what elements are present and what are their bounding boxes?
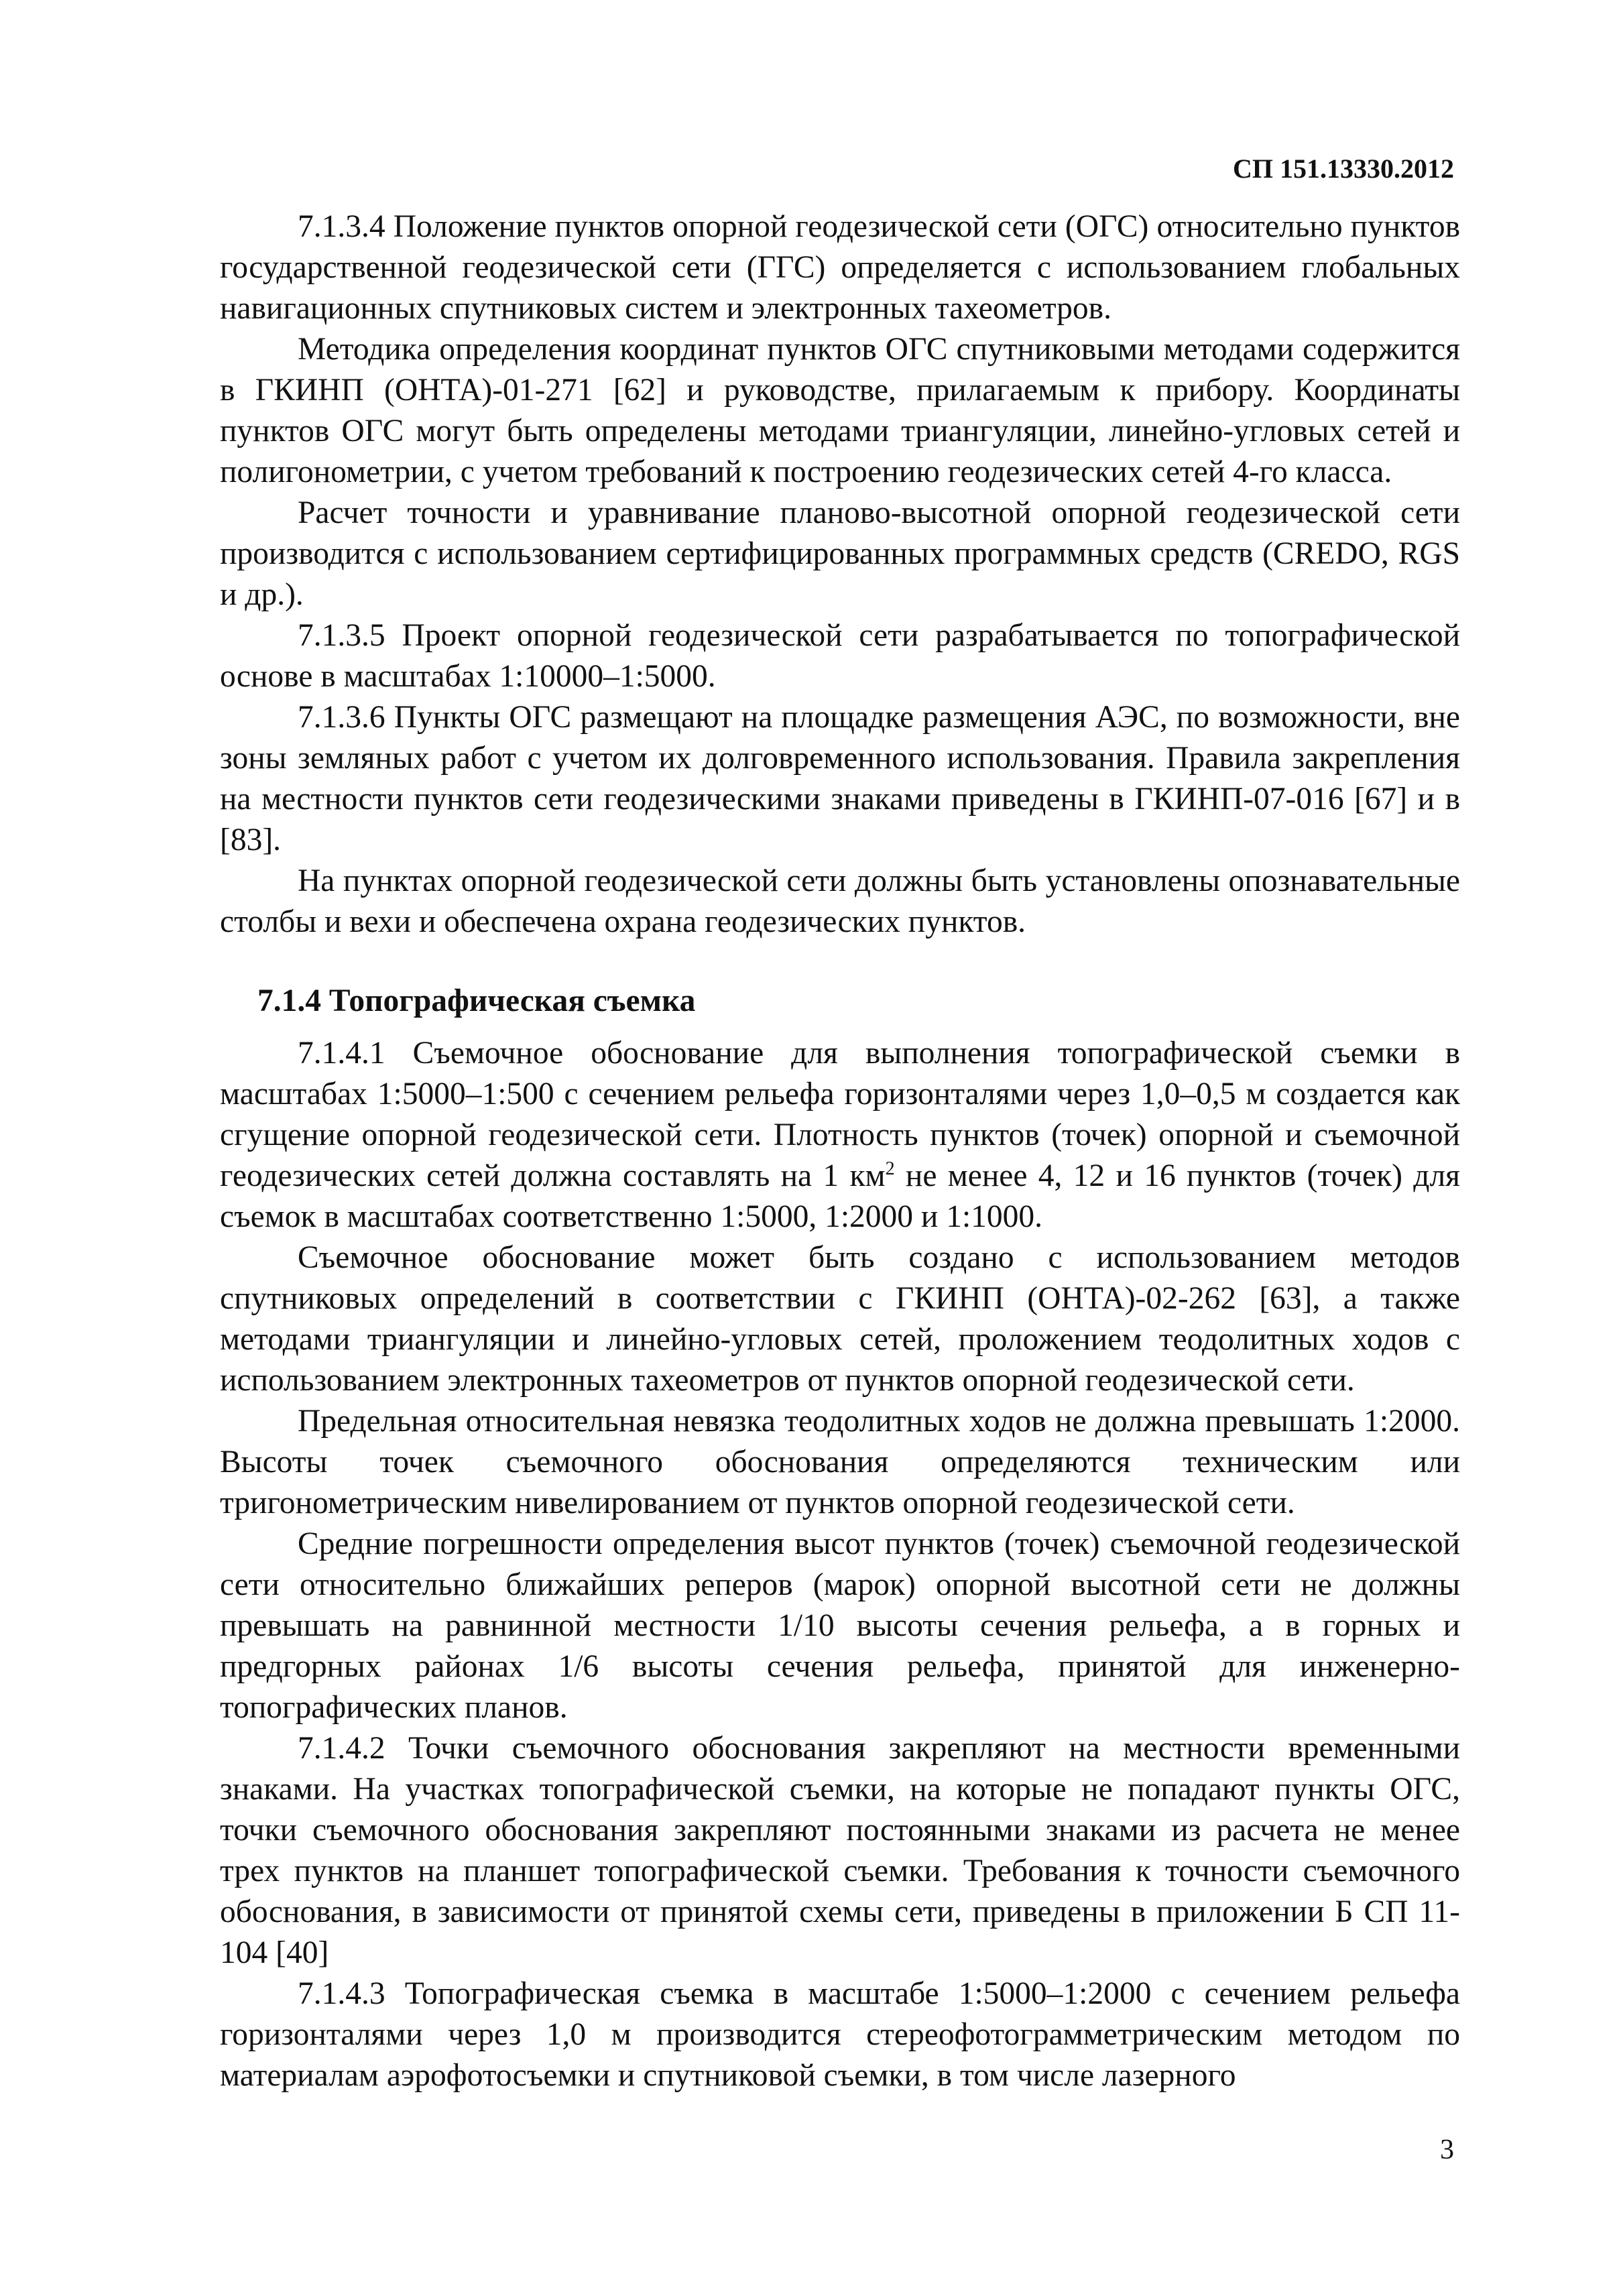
- paragraph-7-1-4-1: [220, 1033, 1460, 1237]
- page-number: 3: [1440, 2134, 1454, 2165]
- paragraph-survey-basis-methods: Съемочное обоснование может быть создано с использованием методов спутниковых определений в соответствии с ГКИНП (ОНТА)-02-262 [63], а также методами триангуляции и линейно-угловых сетей, проложением теодолитных ходов с использованием электронных тахеометров от пунктов опорной геодезической сети.: [220, 1240, 1460, 1398]
- paragraph-7-1-4-3: 7.1.4.3 Топографическая съемка в масштабе 1:5000–1:2000 с сечением рельефа горизонталями через 1,0 м производится стереофотограмметрическим методом по материалам аэрофотосъемки и спутниковой съемки, в том числе лазерного: [220, 1976, 1460, 2093]
- paragraph-7-1-4-1-text-end: не менее 4, 12 и 16 пунктов (точек) для съемок в масштабах соответственно 1:5000, 1:2000 и 1:1000.: [220, 1158, 1460, 1234]
- paragraph-identification-posts: На пунктах опорной геодезической сети должны быть установлены опознавательные столбы и вехи и обеспечена охрана геодезических пунктов.: [220, 863, 1460, 939]
- paragraph-mean-errors: Средние погрешности определения высот пунктов (точек) съемочной геодезической сети относительно ближайших реперов (марок) опорной высотной сети не должны превышать на равнинной местности 1/10 высоты сечения рельефа, а в горных и предгорных районах 1/6 высоты сечения рельефа, принятой для инженерно-топографических планов.: [220, 1526, 1460, 1725]
- section-heading-7-1-4: 7.1.4 Топографическая съемка: [257, 983, 696, 1018]
- paragraph-7-1-3-6: 7.1.3.6 Пункты ОГС размещают на площадке размещения АЭС, по возможности, вне зоны земляных работ с учетом их долговременного использования. Правила закрепления на местности пунктов сети геодезическими знаками приведены в ГКИНП-07-016 [67] и в [83].: [220, 700, 1460, 857]
- document-body: [220, 206, 1460, 2096]
- paragraph-7-1-3-4: 7.1.3.4 Положение пунктов опорной геодезической сети (ОГС) относительно пунктов государственной геодезической сети (ГГС) определяется с использованием глобальных навигационных спутниковых систем и электронных тахеометров.: [220, 209, 1460, 326]
- paragraph-7-1-4-1-text: 7.1.4.1 Съемочное обоснование для выполнения топографической съемки в масштабах 1:5000–1:500 с сечением рельефа горизонталями через 1,0–0,5 м создается как сгущение опорной геодезической сети. Плотность пунктов (точек) опорной и съемочной геодезических сетей должна составлять на 1 км: [220, 1036, 1460, 1193]
- paragraph-7-1-3-5: 7.1.3.5 Проект опорной геодезической сети разрабатывается по топографической основе в масштабах 1:10000–1:5000.: [220, 618, 1460, 694]
- paragraph-7-1-4-2: 7.1.4.2 Точки съемочного обоснования закрепляют на местности временными знаками. На участках топографической съемки, на которые не попадают пункты ОГС, точки съемочного обоснования закрепляют постоянными знаками из расчета не менее трех пунктов на планшет топографической съемки. Требования к точности съемочного обоснования, в зависимости от принятой схемы сети, приведены в приложении Б СП 11-104 [40]: [220, 1731, 1460, 1970]
- paragraph-closure-error: Предельная относительная невязка теодолитных ходов не должна превышать 1:2000. Высоты точек съемочного обоснования определяются техническим или тригонометрическим нивелированием от пунктов опорной геодезической сети.: [220, 1404, 1460, 1520]
- document-code: СП 151.13330.2012: [1233, 154, 1454, 184]
- superscript-squared: 2: [885, 1158, 895, 1180]
- paragraph-methodology: Методика определения координат пунктов ОГС спутниковыми методами содержится в ГКИНП (ОНТА)-01-271 [62] и руководстве, прилагаемым к прибору. Координаты пунктов ОГС могут быть определены методами триангуляции, линейно-угловых сетей и полигонометрии, с учетом требований к построению геодезических сетей 4-го класса.: [220, 332, 1460, 489]
- paragraph-accuracy-calculation: Расчет точности и уравнивание планово-высотной опорной геодезической сети производится с использованием сертифицированных программных средств (CREDO, RGS и др.).: [220, 495, 1460, 612]
